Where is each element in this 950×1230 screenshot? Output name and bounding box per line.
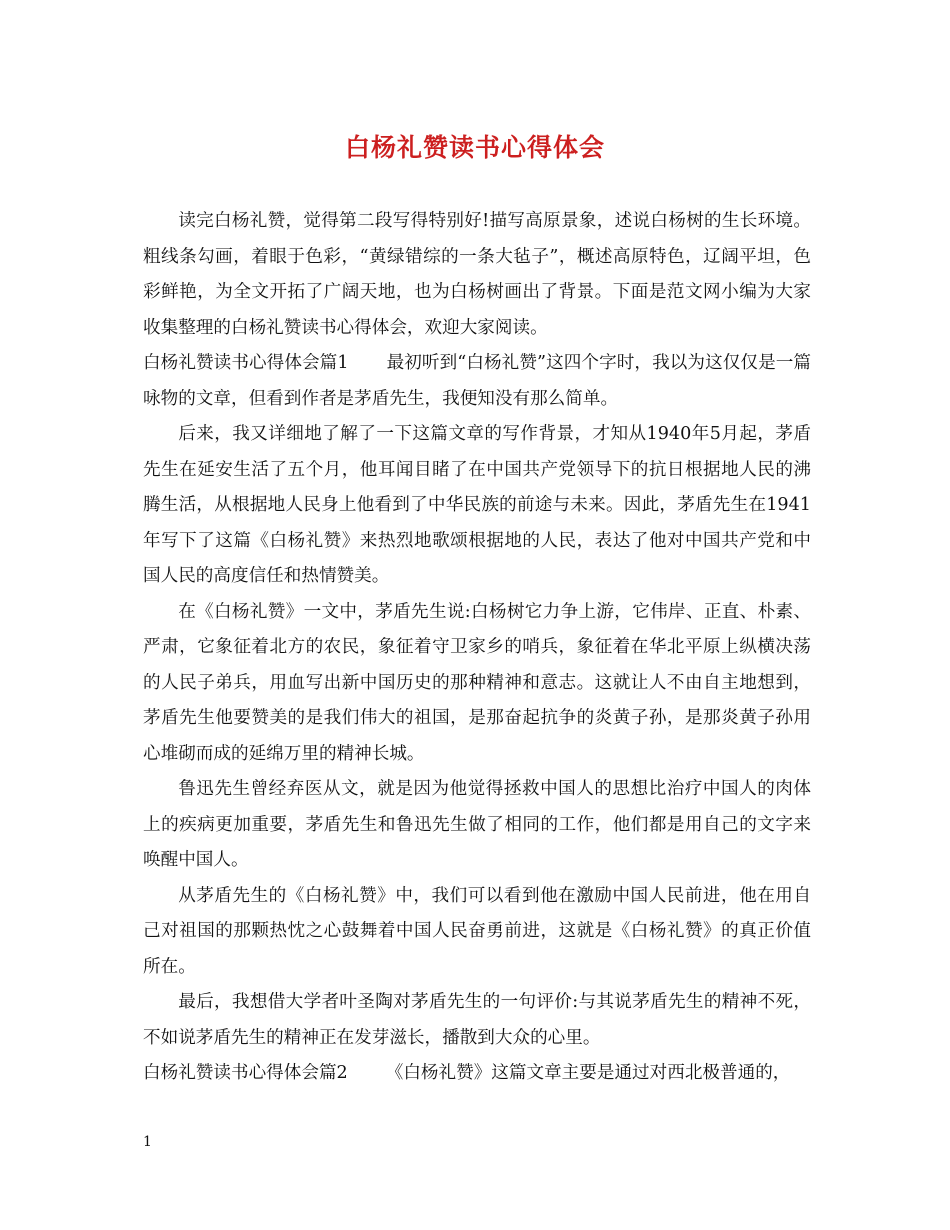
section-1-text: 最初听到“白杨礼赞”这四个字时，我以为这仅仅是一篇咏物的文章，但看到作者是茅盾先生，我便知没有那么简单。 — [143, 353, 811, 409]
section-2-paragraph — [143, 1056, 811, 1092]
body-paragraph-conclusion: 最后，我想借大学者叶圣陶对茅盾先生的一句评价:与其说茅盾先生的精神不死，不如说茅盾先生的精神正在发芽滋长，播散到大众的心里。 — [143, 992, 811, 1048]
page-number: 1 — [143, 1134, 152, 1150]
section-1-paragraph — [143, 346, 811, 417]
body-paragraph-symbolism: 在《白杨礼赞》一文中，茅盾先生说:白杨树它力争上游，它伟岸、正直、朴素、严肃，它象征着北方的农民，象征着守卫家乡的哨兵，象征着在华北平原上纵横决荡的人民子弟兵，用血写出新中国历史的那种精神和意志。这就让人不由自主地想到，茅盾先生他要赞美的是我们伟大的祖国，是那奋起抗争的炎黄子孙，是那炎黄子孙用心堆砌而成的延绵万里的精神长城。 — [143, 601, 811, 764]
document-title: 白杨礼赞读书心得体会 — [344, 133, 605, 162]
body-paragraph-background: 后来，我又详细地了解了一下这篇文章的写作背景，才知从1940年5月起，茅盾先生在延安生活了五个月，他耳闻目睹了在中国共产党领导下的抗日根据地人民的沸腾生活，从根据地人民身上他看到了中华民族的前途与未来。因此，茅盾先生在1941年写下了这篇《白杨礼赞》来热烈地歌颂根据地的人民，表达了他对中国共产党和中国人民的高度信任和热情赞美。 — [143, 424, 811, 586]
intro-paragraph: 读完白杨礼赞，觉得第二段写得特别好!描写高原景象，述说白杨树的生长环境。粗线条勾画，着眼于色彩，“黄绿错综的一条大毡子”，概述高原特色，辽阔平坦，色彩鲜艳，为全文开拓了广阔天地，也为白杨树画出了背景。下面是范文网小编为大家收集整理的白杨礼赞读书心得体会，欢迎大家阅读。 — [143, 211, 811, 338]
section-2-heading: 白杨礼赞读书心得体会篇2 — [143, 1063, 348, 1083]
section-1-heading: 白杨礼赞读书心得体会篇1 — [143, 353, 349, 373]
body-paragraph-value: 从茅盾先生的《白杨礼赞》中，我们可以看到他在激励中国人民前进，他在用自己对祖国的那颗热忱之心鼓舞着中国人民奋勇前进，这就是《白杨礼赞》的真正价值所在。 — [143, 885, 811, 977]
body-paragraph-luxun: 鲁迅先生曾经弃医从文，就是因为他觉得拯救中国人的思想比治疗中国人的肉体上的疾病更加重要，茅盾先生和鲁迅先生做了相同的工作，他们都是用自己的文字来唤醒中国人。 — [143, 779, 811, 870]
document-body — [143, 204, 811, 1092]
section-2-text: 《白杨礼赞》这篇文章主要是通过对西北极普通的， — [385, 1063, 791, 1083]
